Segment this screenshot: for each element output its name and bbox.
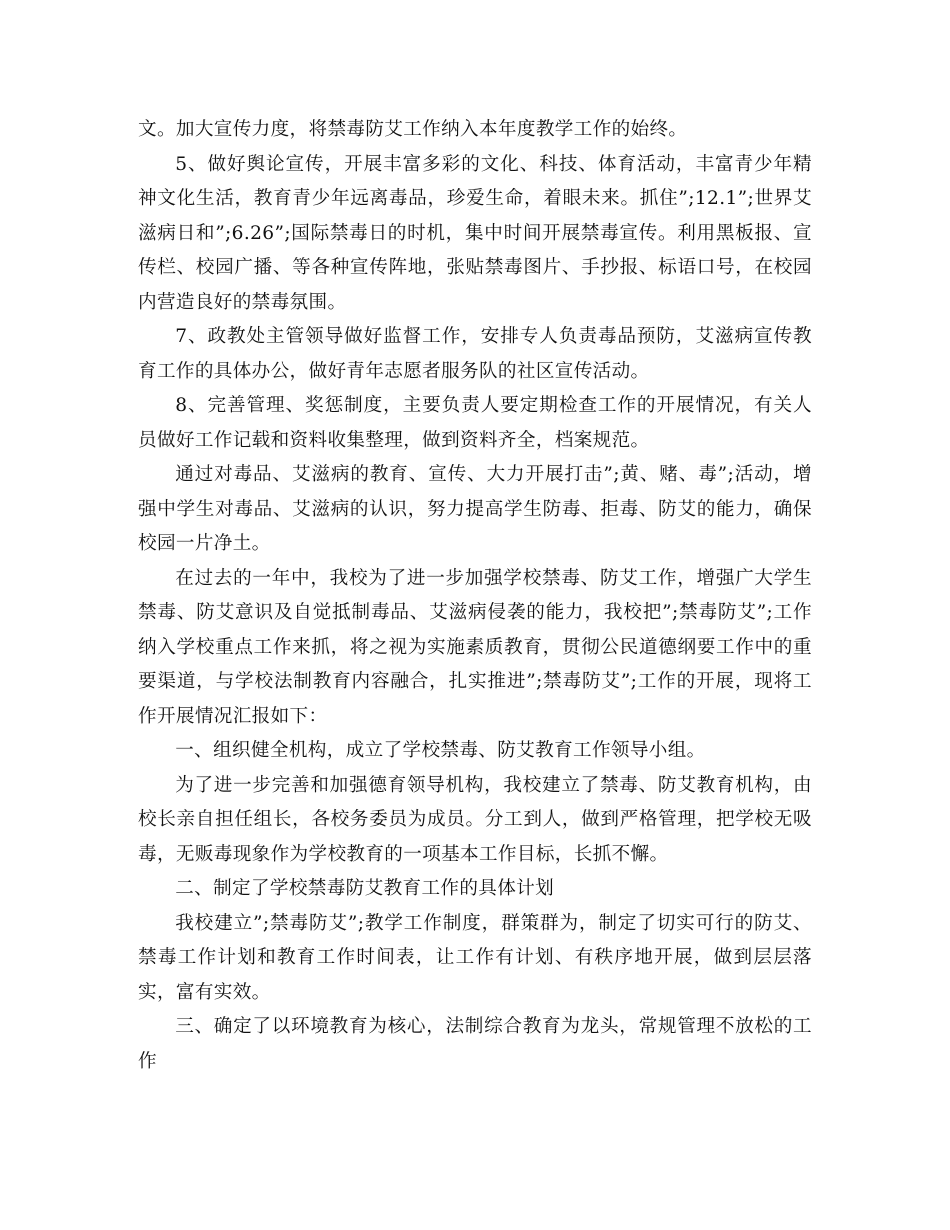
section-heading-2: 二、制定了学校禁毒防艾教育工作的具体计划 [175, 878, 555, 899]
section-heading-1: 一、组织健全机构，成立了学校禁毒、防艾教育工作领导小组。 [175, 740, 706, 761]
paragraph-continuation: 文。加大宣传力度，将禁毒防艾工作纳入本年度教学工作的始终。 [138, 119, 688, 140]
paragraph-item-5: 5、做好舆论宣传，开展丰富多彩的文化、科技、体育活动，丰富青少年精神文化生活，教育青少年远离毒品，珍爱生命，着眼未来。抓住”;12.1”;世界艾滋病日和”;6.26”;国际禁毒日的时机，集中时间开展禁毒宣传。利用黑板报、宣传栏、校园广播、等各种宣传阵地，张贴禁毒图片、手抄报、标语口号，在校园内营造良好的禁毒氛围。 [138, 153, 812, 313]
paragraph-section-2-body: 我校建立”;禁毒防艾”;教学工作制度，群策群为，制定了切实可行的防艾、禁毒工作计划和教育工作时间表，让工作有计划、有秩序地开展，做到层层落实，富有实效。 [138, 912, 812, 1003]
paragraph-item-8: 8、完善管理、奖惩制度，主要负责人要定期检查工作的开展情况，有关人员做好工作记载和资料收集整理，做到资料齐全，档案规范。 [138, 395, 812, 451]
paragraph-section-1-body: 为了进一步完善和加强德育领导机构，我校建立了禁毒、防艾教育机构，由校长亲自担任组长，各校务委员为成员。分工到人，做到严格管理，把学校无吸毒，无贩毒现象作为学校教育的一项基本工作目标，长抓不懈。 [138, 774, 812, 865]
section-heading-3: 三、确定了以环境教育为核心，法制综合教育为龙头，常规管理不放松的工作 [138, 1016, 812, 1072]
paragraph-report-intro: 在过去的一年中，我校为了进一步加强学校禁毒、防艾工作，增强广大学生禁毒、防艾意识及自觉抵制毒品、艾滋病侵袭的能力，我校把”;禁毒防艾”;工作纳入学校重点工作来抓，将之视为实施素质教育，贯彻公民道德纲要工作中的重要渠道，与学校法制教育内容融合，扎实推进”;禁毒防艾”;工作的开展，现将工作开展情况汇报如下： [138, 567, 812, 727]
document-page [138, 113, 812, 1079]
paragraph-summary: 通过对毒品、艾滋病的教育、宣传、大力开展打击”;黄、赌、毒”;活动，增强中学生对毒品、艾滋病的认识，努力提高学生防毒、拒毒、防艾的能力，确保校园一片净土。 [138, 464, 812, 554]
paragraph-item-7: 7、政教处主管领导做好监督工作，安排专人负责毒品预防，艾滋病宣传教育工作的具体办公，做好青年志愿者服务队的社区宣传活动。 [138, 326, 812, 382]
